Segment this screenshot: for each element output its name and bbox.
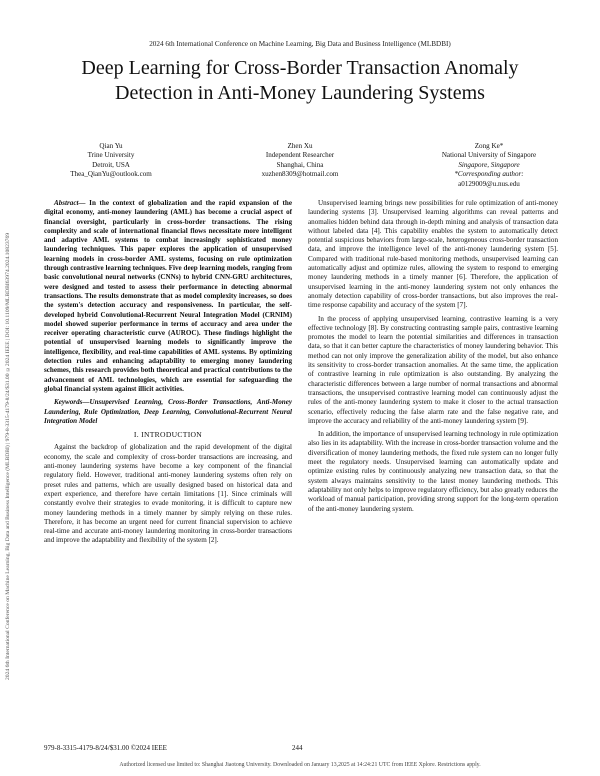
intro-paragraph-1: Against the backdrop of globalization and the rapid development of the digital economy, the scale and complexity of cross-border transactions are increasing, and anti-money laundering systems have become a key component of the financial regulatory field. However, traditional anti-money laundering systems often rely on preset rules and patterns, which are usually designed based on historical data and expert experience, and therefore have certain limitations [1]. Since criminals will constantly evolve their strategies to evade monitoring, it is difficult to capture new money laundering methods in a timely manner by simply relying on these rules. Therefore, it has become an urgent need for current financial supervision to achieve real-time and accurate anti-money laundering monitoring in cross-border transactions and improve the adaptability and flexibility of the system [2]. — [44, 443, 292, 545]
keywords-text: —Unsupervised Learning, Cross-Border Transactions, Anti-Money Laundering, Rule Optimization, Deep Learning, Convolutional-Recurrent Neural Integration Model — [44, 398, 292, 425]
right-paragraph-3: In addition, the importance of unsupervised learning technology in rule optimization also lies in its adaptability. With the increase in cross-border transaction volume and the diversification of money laundering methods, the fixed rule system can no longer fully meet the regulatory needs. Unsupervised learning can automatically update and optimize existing rules by continuously analyzing new transaction data, so that the system always maintains sensitivity to the latest money laundering methods. This adaptability not only helps to improve regulatory efficiency, but also greatly reduces the workload of manual participation, providing strong support for the long-term operation of the anti-money laundering system. — [308, 430, 558, 513]
corresponding-author-note: *Corresponding author: — [454, 170, 524, 179]
abstract — [44, 199, 292, 394]
author-1 — [26, 142, 196, 189]
author-block — [26, 142, 574, 189]
author-email[interactable]: a0129009@u.nus.edu — [458, 179, 520, 188]
author-location: Singapore, Singapore — [458, 160, 520, 169]
author-affiliation: Independent Researcher — [265, 151, 335, 160]
abstract-label: Abstract— — [54, 199, 86, 207]
section-heading-introduction: I. INTRODUCTION — [133, 430, 203, 440]
right-paragraph-2: In the process of applying unsupervised learning, contrastive learning is a very effective technology [8]. By constructing contrasting sample pairs, contrastive learning promotes the model to learn the potential similarities and differences in transaction data, so that it can better capture the characteristics of money laundering behavior. This method can not only improve the generalization ability of the model, but also enhance its sensitivity to cross-border transaction anomalies. At the same time, the application of contrastive learning in rule optimization is also outstanding. By analyzing the characteristic differences between a large number of normal transactions and abnormal transactions, the unsupervised contrastive learning model can continuously adjust the rules of the anti-money laundering system to make it closer to the actual transaction scenario, effectively reducing the false alarm rate and the false negative rate, and improve the accuracy and reliability of the anti-money laundering system [9]. — [308, 314, 558, 425]
author-location: Shanghai, China — [276, 160, 324, 169]
doi-sidebar: 2024 6th International Conference on Machine Learning, Big Data and Business Intelligence (MLBDBI) | 979-8-3315-4179-8/24/$31.00 ©2024 IEEE | DOI: 10.1109/MLBDBI63974.2024.10823769 — [5, 232, 11, 680]
author-2 — [215, 142, 385, 189]
keywords — [44, 398, 292, 426]
paper-title: Deep Learning for Cross-Border Transaction Anomaly Detection in Anti-Money Laundering Systems — [81, 57, 519, 104]
conference-header: 2024 6th International Conference on Machine Learning, Big Data and Business Intelligence (MLBDBI) — [149, 40, 451, 48]
author-email[interactable]: xuzhen8309@hotmail.com — [261, 170, 339, 179]
page-number: 244 — [292, 744, 303, 752]
author-name: Zong Ke* — [474, 142, 504, 150]
license-notice: Authorized licensed use limited to: Shanghai Jiaotong University. Downloaded on January 13,2025 at 14:24:21 UTC from IEEE Xplore. Restrictions apply. — [119, 762, 481, 768]
right-column — [308, 199, 558, 518]
author-name: Qian Yu — [99, 142, 123, 150]
author-affiliation: Trine University — [87, 151, 135, 160]
right-paragraph-1: Unsupervised learning brings new possibilities for rule optimization of anti-money laundering systems [3]. Unsupervised learning algorithms can reveal patterns and anomalies hidden behind data through in-depth mining and analysis of transaction data without labeled data [4]. This capability enables the system to automatically detect potential suspicious behaviors from large-scale, heterogeneous cross-border transaction data, and improve the intelligence level of the anti-money laundering system [5]. Compared with traditional rule-based monitoring methods, unsupervised learning can automatically adjust and optimize rules, allowing the system to respond to emerging money laundering methods in a timely manner [6]. Therefore, the application of unsupervised learning in the anti-money laundering system not only enhances the anomaly detection capability of cross-border transactions, but also improves the real-time response capability and accuracy of the system [7]. — [308, 199, 558, 310]
keywords-label: Keywords — [54, 398, 83, 407]
left-column — [44, 199, 292, 550]
author-name: Zhen Xu — [287, 142, 313, 150]
footer-isbn: 979-8-3315-4179-8/24/$31.00 ©2024 IEEE — [44, 744, 167, 752]
author-email[interactable]: Thea_QianYu@outlook.com — [70, 170, 152, 179]
author-location: Detroit, USA — [92, 160, 130, 169]
author-affiliation: National University of Singapore — [441, 151, 537, 160]
author-3 — [404, 142, 574, 189]
abstract-text: In the context of globalization and the rapid expansion of the digital economy, anti-money laundering (AML) has become a crucial aspect of financial oversight, particularly in cross-border transactions. The rising complexity and scale of international financial flows necessitate more intelligent and adaptive AML systems to combat increasingly sophisticated money laundering techniques. This paper explores the application of unsupervised learning models in cross-border AML systems, focusing on rule optimization through contrastive learning techniques. Five deep learning models, ranging from basic convolutional neural networks (CNNs) to hybrid CNN-GRU architectures, were designed and tested to assess their performance in detecting abnormal transactions. The results demonstrate that as model complexity increases, so does the system's detection accuracy and responsiveness. In particular, the self-developed hybrid Convolutional-Recurrent Neural Integration Model (CRNIM) model showed superior performance in terms of accuracy and area under the receiver operating characteristic curve (AUROC). These findings highlight the potential of unsupervised learning models to significantly improve the intelligence, flexibility, and real-time capabilities of AML systems. By optimizing detection rules and enhancing adaptability to emerging money laundering schemes, this research provides both theoretical and practical contributions to the advancement of AML technologies, which are essential for safeguarding the global financial system against illicit activities. — [44, 199, 292, 393]
